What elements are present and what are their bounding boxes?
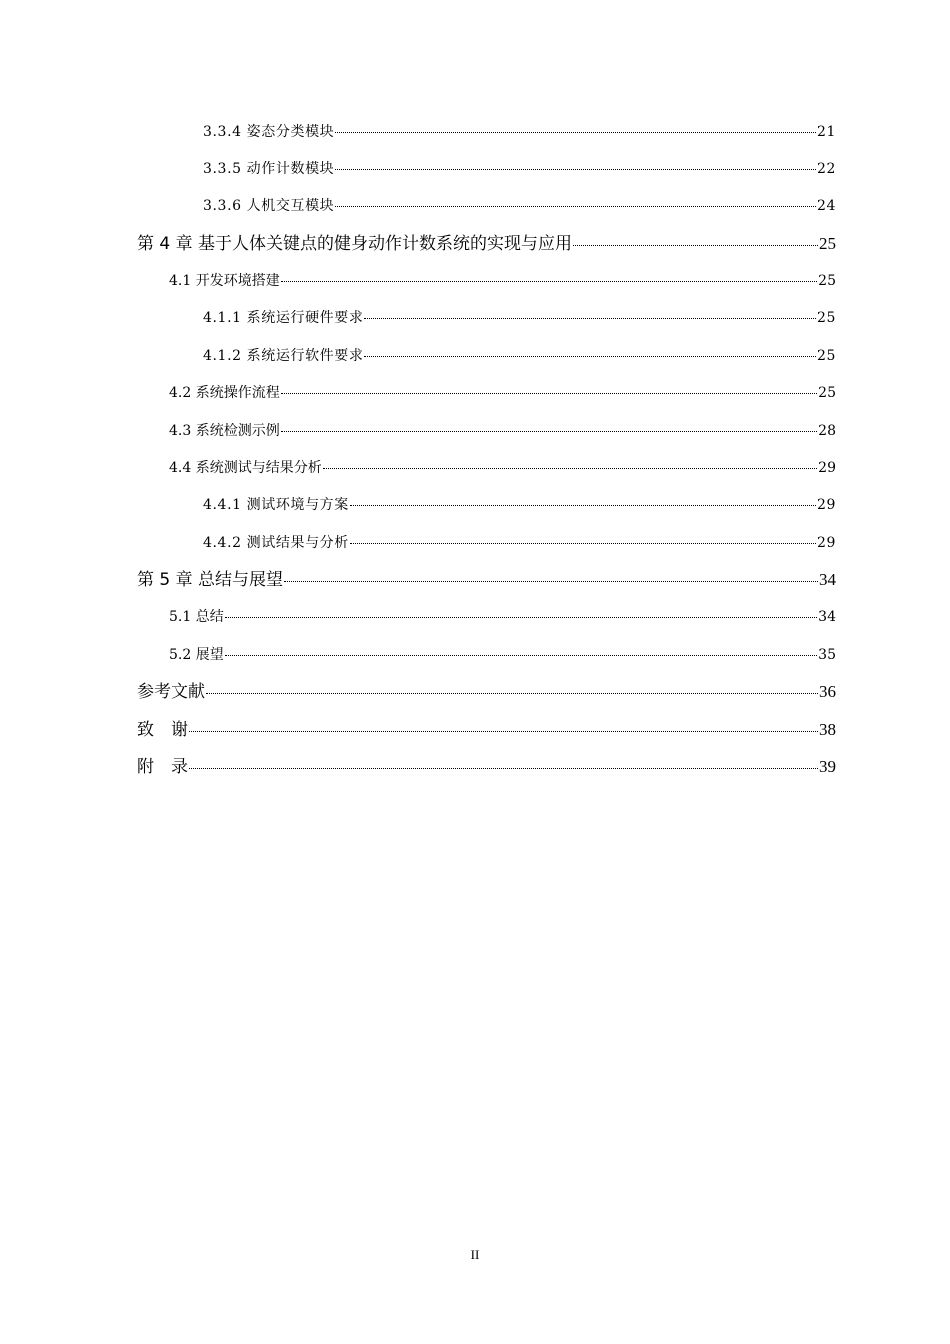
toc-entry-label: 第 5 章 总结与展望 bbox=[137, 570, 284, 590]
toc-entry-4-1-1[interactable] bbox=[203, 306, 836, 330]
toc-entry-label: 致 谢 bbox=[137, 720, 188, 740]
toc-entry-label: 4.1 开发环境搭建 bbox=[169, 273, 280, 289]
toc-entry-page: 34 bbox=[819, 570, 836, 589]
toc-entry-appendix[interactable] bbox=[137, 755, 836, 779]
toc-entry-page: 36 bbox=[819, 682, 836, 701]
toc-entry-chapter-5[interactable] bbox=[137, 568, 836, 592]
toc-entry-label: 3.3.5 动作计数模块 bbox=[203, 161, 335, 177]
toc-leader-dots bbox=[206, 693, 818, 694]
toc-leader-dots bbox=[573, 245, 818, 246]
toc-entry-page: 22 bbox=[816, 161, 836, 177]
toc-entry-label: 4.4 系统测试与结果分析 bbox=[169, 460, 322, 476]
toc-leader-dots bbox=[335, 169, 816, 170]
toc-leader-dots bbox=[189, 731, 818, 732]
toc-entry-page: 25 bbox=[816, 348, 836, 364]
toc-entry-label: 第 4 章 基于人体关键点的健身动作计数系统的实现与应用 bbox=[137, 234, 573, 254]
toc-entry-label: 4.3 系统检测示例 bbox=[169, 423, 280, 439]
toc-entry-label: 参考文献 bbox=[137, 682, 205, 702]
toc-entry-page: 28 bbox=[818, 423, 836, 439]
toc-leader-dots bbox=[350, 505, 816, 506]
toc-entry-page: 39 bbox=[819, 757, 836, 776]
toc-leader-dots bbox=[364, 356, 816, 357]
toc-entry-page: 21 bbox=[816, 124, 836, 140]
toc-entry-3-3-6[interactable] bbox=[203, 194, 836, 218]
toc-entry-4-3[interactable] bbox=[169, 419, 836, 443]
toc-leader-dots bbox=[281, 431, 817, 432]
toc-entry-label: 3.3.6 人机交互模块 bbox=[203, 198, 335, 214]
toc-entry-page: 29 bbox=[818, 460, 836, 476]
toc-entry-page: 25 bbox=[816, 310, 836, 326]
toc-entry-5-1[interactable] bbox=[169, 605, 836, 629]
toc-entry-5-2[interactable] bbox=[169, 643, 836, 667]
toc-entry-4-1[interactable] bbox=[169, 269, 836, 293]
toc-entry-page: 29 bbox=[816, 535, 836, 551]
toc-entry-page: 25 bbox=[818, 273, 836, 289]
toc-entry-references[interactable] bbox=[137, 680, 836, 704]
toc-leader-dots bbox=[335, 132, 816, 133]
toc-entry-chapter-4[interactable] bbox=[137, 232, 836, 256]
toc-leader-dots bbox=[284, 581, 818, 582]
toc-entry-4-4-1[interactable] bbox=[203, 493, 836, 517]
toc-entry-label: 5.2 展望 bbox=[169, 647, 224, 663]
toc-leader-dots bbox=[225, 655, 817, 656]
toc-entry-page: 25 bbox=[819, 234, 836, 253]
toc-entry-page: 38 bbox=[819, 720, 836, 739]
toc-leader-dots bbox=[281, 281, 817, 282]
toc-entry-label: 5.1 总结 bbox=[169, 609, 224, 625]
toc-entry-4-4[interactable] bbox=[169, 456, 836, 480]
toc-entry-label: 4.2 系统操作流程 bbox=[169, 385, 280, 401]
toc-entry-4-2[interactable] bbox=[169, 381, 836, 405]
toc-entry-4-4-2[interactable] bbox=[203, 531, 836, 555]
page-number-footer: II bbox=[470, 1247, 480, 1262]
toc-leader-dots bbox=[323, 468, 817, 469]
toc-entry-page: 29 bbox=[816, 497, 836, 513]
toc-entry-label: 4.4.2 测试结果与分析 bbox=[203, 535, 349, 551]
toc-entry-page: 35 bbox=[818, 647, 836, 663]
toc-entry-page: 34 bbox=[818, 609, 836, 625]
toc-entry-4-1-2[interactable] bbox=[203, 344, 836, 368]
toc-leader-dots bbox=[350, 543, 816, 544]
toc-leader-dots bbox=[364, 318, 816, 319]
toc-entry-label: 4.4.1 测试环境与方案 bbox=[203, 497, 349, 513]
toc-entry-label: 3.3.4 姿态分类模块 bbox=[203, 124, 335, 140]
toc-leader-dots bbox=[225, 617, 817, 618]
toc-leader-dots bbox=[335, 206, 816, 207]
toc-entry-3-3-5[interactable] bbox=[203, 157, 836, 181]
toc-entry-label: 4.1.2 系统运行软件要求 bbox=[203, 348, 364, 364]
toc-leader-dots bbox=[281, 393, 817, 394]
toc-entry-page: 25 bbox=[818, 385, 836, 401]
toc-leader-dots bbox=[189, 768, 818, 769]
toc-entry-page: 24 bbox=[816, 198, 836, 214]
toc-entry-3-3-4[interactable] bbox=[203, 120, 836, 144]
toc-entry-acknowledgements[interactable] bbox=[137, 718, 836, 742]
toc-entry-label: 附 录 bbox=[137, 757, 188, 777]
toc-entry-label: 4.1.1 系统运行硬件要求 bbox=[203, 310, 364, 326]
